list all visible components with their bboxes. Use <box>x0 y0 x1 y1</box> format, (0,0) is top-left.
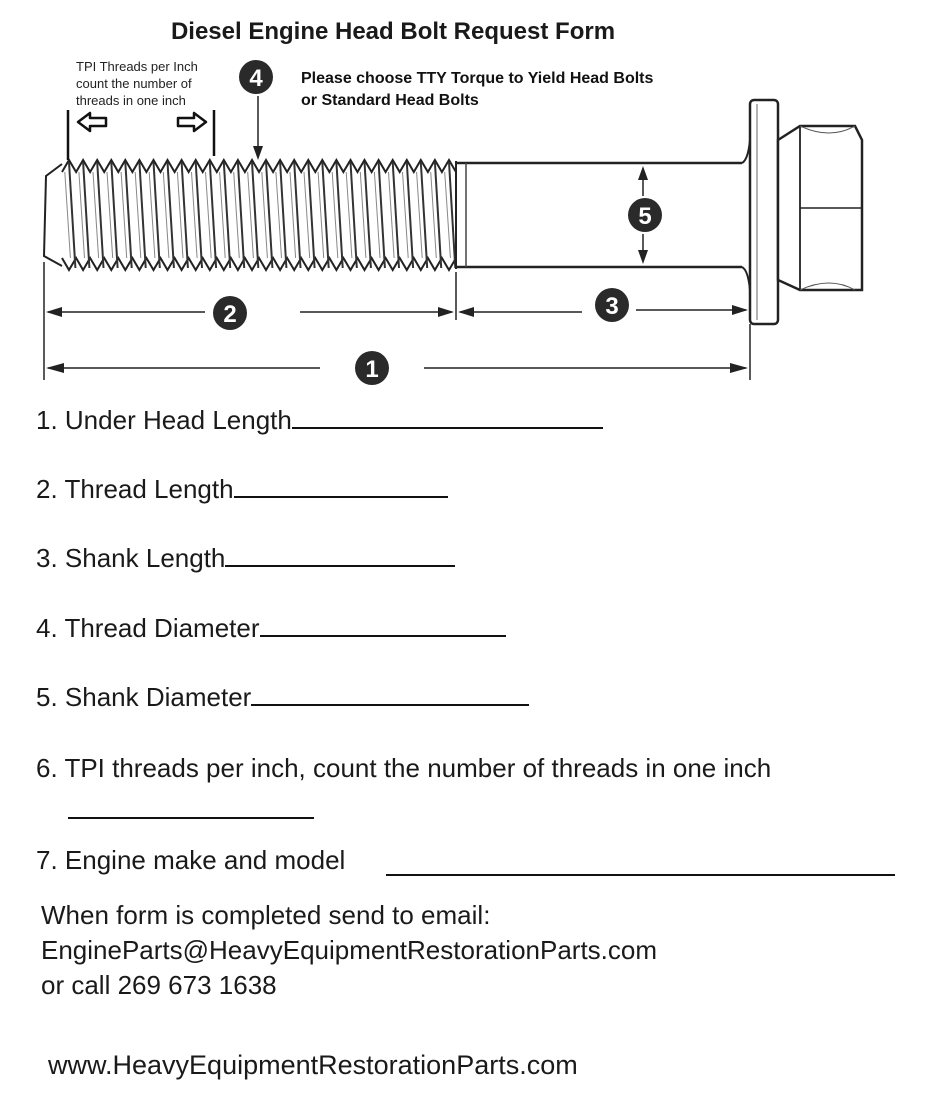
badge-shank-length <box>595 288 629 322</box>
badge-shank-diameter <box>628 198 662 232</box>
badge-overall-length <box>355 351 389 385</box>
tpi-inch-marker <box>68 110 214 160</box>
badge-thread-length <box>213 296 247 330</box>
threaded-section <box>62 160 456 270</box>
bolt-type-note-line: Please choose TTY Torque to Yield Head Bolts <box>301 70 654 87</box>
svg-text:1: 1 <box>365 356 379 383</box>
field-label: 3. Shank Length <box>36 543 226 573</box>
thread-length-blank[interactable] <box>234 474 448 498</box>
svg-text:4: 4 <box>249 65 263 92</box>
thread-profile-edge <box>62 160 456 172</box>
overall-length-dimension <box>46 363 748 373</box>
thread-diameter-field <box>36 613 506 644</box>
field-label: 2. Thread Length <box>36 474 234 504</box>
thread-diameter-pointer <box>253 96 263 160</box>
shank-length-field <box>36 543 455 574</box>
shank-length-blank[interactable] <box>225 543 455 567</box>
field-label: 4. Thread Diameter <box>36 613 260 643</box>
under-head-length-field <box>36 405 603 436</box>
engine-make-model-field <box>36 845 345 876</box>
under-head-length-blank[interactable] <box>292 405 603 429</box>
bolt-type-note <box>301 68 653 112</box>
svg-text:5: 5 <box>638 203 652 230</box>
thread-diameter-blank[interactable] <box>260 613 506 637</box>
website-url[interactable]: www.HeavyEquipmentRestorationParts.com <box>48 1050 578 1080</box>
contact-instruction: When form is completed send to email: <box>41 900 491 930</box>
bolt-head <box>750 100 862 324</box>
contact-info <box>41 898 657 1003</box>
contact-phone: or call 269 673 1638 <box>41 970 277 1000</box>
field-label: 5. Shank Diameter <box>36 682 252 712</box>
field-label: 7. Engine make and model <box>36 845 346 875</box>
svg-text:3: 3 <box>605 293 619 320</box>
tpi-note <box>76 58 198 109</box>
thread-length-dimension <box>46 307 454 317</box>
shank-diameter-field <box>36 682 529 713</box>
form-title: Diesel Engine Head Bolt Request Form <box>170 18 616 45</box>
svg-text:2: 2 <box>223 301 237 328</box>
bolt-tip <box>44 164 62 266</box>
tpi-field <box>36 753 771 784</box>
field-label: 6. TPI threads per inch, count the number of threads in one inch <box>36 753 772 783</box>
field-label: 1. Under Head Length <box>36 405 292 435</box>
engine-make-model-blank[interactable] <box>386 874 895 876</box>
tpi-blank[interactable] <box>68 817 314 819</box>
contact-email[interactable]: EngineParts@HeavyEquipmentRestorationParts.com <box>41 935 658 965</box>
bolt-type-note-line: or Standard Head Bolts <box>301 92 479 109</box>
thread-length-field <box>36 474 448 505</box>
tpi-note-line: threads in one inch <box>76 93 186 108</box>
bolt-shank <box>456 140 750 290</box>
tpi-note-line: count the number of <box>76 76 192 91</box>
badge-thread-diameter <box>239 60 273 94</box>
tpi-note-line: TPI Threads per Inch <box>76 59 198 74</box>
shank-diameter-blank[interactable] <box>251 682 529 706</box>
